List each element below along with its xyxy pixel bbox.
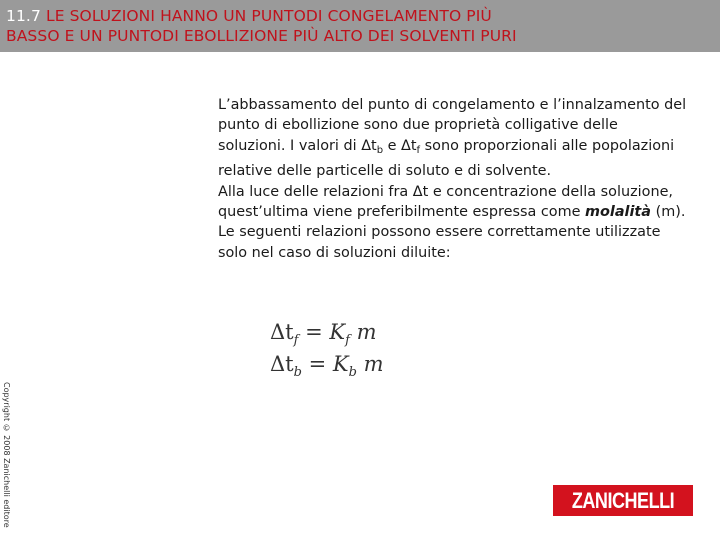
formulas bbox=[270, 316, 384, 380]
zanichelli-logo bbox=[553, 485, 693, 516]
formula-freezing bbox=[270, 316, 384, 348]
slide-title-line-2: BASSO E UN PUNTODI EBOLLIZIONE PIÙ ALTO DEI SOLVENTI PURI bbox=[6, 27, 517, 45]
formula-2-k-sub: b bbox=[348, 365, 357, 380]
paragraph-1 bbox=[218, 95, 688, 182]
body-text bbox=[218, 95, 688, 263]
formula-1-k: K bbox=[329, 320, 346, 344]
title-bar bbox=[0, 0, 720, 52]
copyright-notice: Copyright © 2008 Zanichelli editore bbox=[2, 382, 11, 528]
section-number: 11.7 bbox=[6, 7, 41, 25]
slide-title-line-1 bbox=[6, 6, 492, 26]
formula-2-m: m bbox=[356, 352, 384, 376]
formula-1-lhs-sub: f bbox=[293, 333, 299, 348]
formula-2-lhs-sub: b bbox=[293, 365, 302, 380]
formula-1-k-sub: f bbox=[345, 333, 350, 348]
paragraph-2 bbox=[218, 182, 688, 264]
p1-subscript-b: b bbox=[376, 144, 384, 156]
p2-text-a: Alla luce delle relazioni fra Δt e concentrazione della soluzione, quest’ultima viene preferibilmente espressa come bbox=[218, 183, 673, 221]
p2-text-b: (m). Le seguenti relazioni possono essere correttamente utilizzate solo nel caso di soluzioni diluite: bbox=[218, 204, 686, 261]
formula-boiling bbox=[270, 348, 384, 380]
formula-1-lhs: Δt bbox=[270, 320, 294, 344]
formula-2-lhs: Δt bbox=[270, 352, 294, 376]
title-text-1: LE SOLUZIONI HANNO UN PUNTODI CONGELAMENTO PIÙ bbox=[45, 7, 492, 25]
p1-text-a: L’abbassamento del punto di congelamento e l’innalzamento del punto di ebollizione sono due proprietà colligative delle soluzioni. I valori di Δt bbox=[218, 97, 687, 154]
formula-2-eq: = bbox=[301, 352, 333, 376]
p1-text-b: e Δt bbox=[383, 137, 417, 154]
p1-subscript-f: f bbox=[416, 144, 421, 156]
formula-1-eq: = bbox=[298, 320, 330, 344]
formula-2-k: K bbox=[332, 352, 349, 376]
formula-1-m: m bbox=[349, 320, 377, 344]
molalita-term: molalità bbox=[585, 204, 652, 221]
p1-text-c: sono proporzionali alle popolazioni relative delle particelle di soluto e di solvente. bbox=[218, 137, 675, 180]
logo-text: ZANICHELLI bbox=[571, 488, 675, 513]
